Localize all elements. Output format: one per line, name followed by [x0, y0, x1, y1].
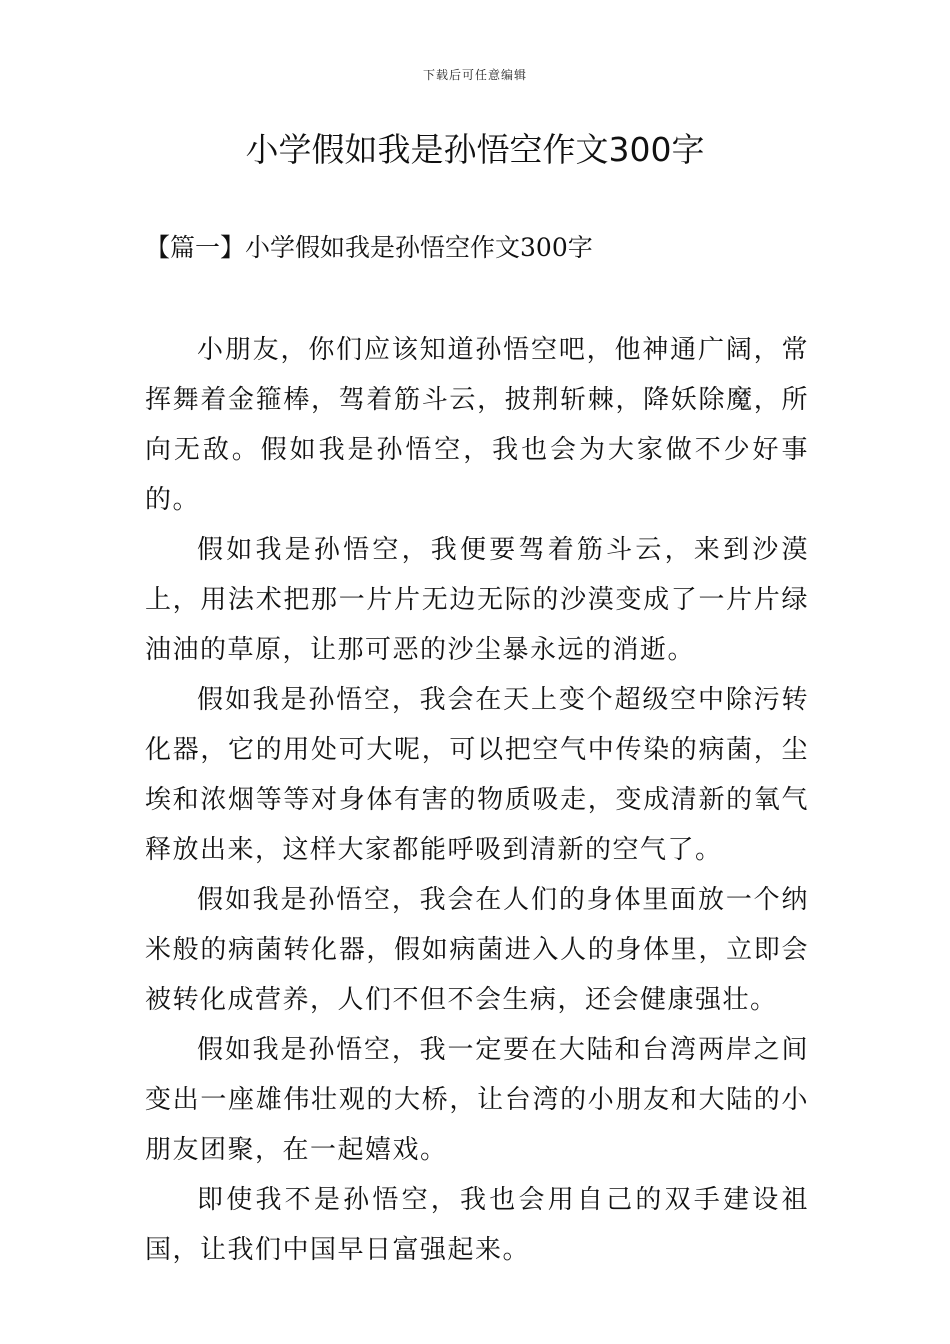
body-text — [145, 325, 809, 1275]
paragraph-6: 即使我不是孙悟空，我也会用自己的双手建设祖国，让我们中国早日富强起来。 — [145, 1185, 809, 1265]
paragraph-5: 假如我是孙悟空，我一定要在大陆和台湾两岸之间变出一座雄伟壮观的大桥，让台湾的小朋友和大陆的小朋友团聚，在一起嬉戏。 — [145, 1035, 809, 1165]
section-heading: 【篇一】小学假如我是孙悟空作文300字 — [145, 233, 593, 262]
paragraph-2: 假如我是孙悟空，我便要驾着筋斗云，来到沙漠上，用法术把那一片片无边无际的沙漠变成了一片片绿油油的草原，让那可恶的沙尘暴永远的消逝。 — [145, 535, 809, 665]
paragraph-4: 假如我是孙悟空，我会在人们的身体里面放一个纳米般的病菌转化器，假如病菌进入人的身体里，立即会被转化成营养，人们不但不会生病，还会健康强壮。 — [145, 885, 809, 1015]
document-title: 小学假如我是孙悟空作文300字 — [245, 130, 705, 169]
header-note: 下载后可任意编辑 — [422, 68, 527, 82]
paragraph-3: 假如我是孙悟空，我会在天上变个超级空中除污转化器，它的用处可大呢，可以把空气中传染的病菌，尘埃和浓烟等等对身体有害的物质吸走，变成清新的氧气释放出来，这样大家都能呼吸到清新的空气了。 — [145, 685, 809, 865]
paragraph-1: 小朋友，你们应该知道孙悟空吧，他神通广阔，常挥舞着金箍棒，驾着筋斗云，披荆斩棘，降妖除魔，所向无敌。假如我是孙悟空，我也会为大家做不少好事的。 — [145, 335, 809, 515]
